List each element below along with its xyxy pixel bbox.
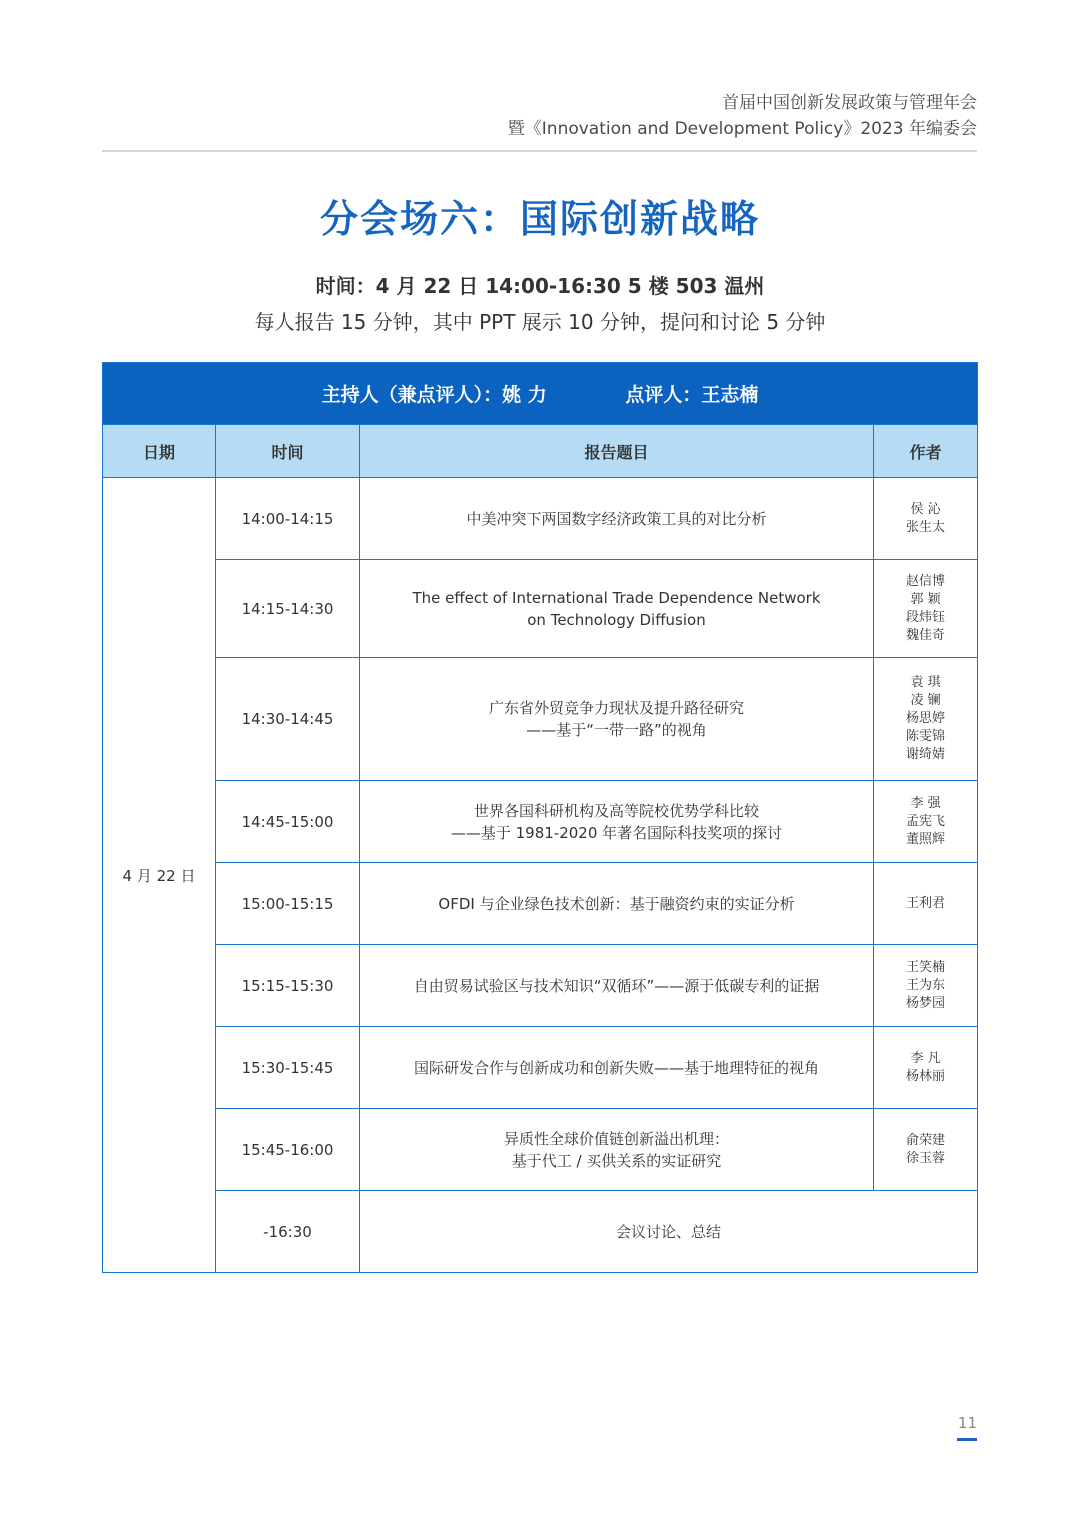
author-name: 袁 琪 xyxy=(910,675,941,690)
title-line: ——基于“一带一路”的视角 xyxy=(526,721,707,739)
schedule-body xyxy=(103,363,978,1273)
title-cell xyxy=(360,658,874,781)
author-name: 赵信博 xyxy=(906,573,946,589)
author-name: 谢绮婧 xyxy=(906,747,946,762)
author-cell xyxy=(874,1027,978,1109)
schedule-row xyxy=(103,1109,978,1191)
author-name: 杨思婷 xyxy=(906,711,946,726)
author-name: 段炜钰 xyxy=(906,609,946,625)
title-line: ——基于 1981-2020 年著名国际科技奖项的探讨 xyxy=(450,823,783,842)
author-name: 俞荣建 xyxy=(906,1132,946,1148)
title-cell xyxy=(360,945,874,1027)
schedule-row xyxy=(103,560,978,658)
title-line: The effect of International Trade Dependence Network xyxy=(412,588,821,607)
time-cell: 14:15-14:30 xyxy=(216,560,360,658)
schedule-row xyxy=(103,781,978,863)
page-number-underline xyxy=(957,1438,977,1441)
page-title: 分会场六：国际创新战略 xyxy=(319,197,760,241)
header-line-2: 暨《Innovation and Development Policy》2023 年编委会 xyxy=(507,119,977,139)
title-line: 中美冲突下两国数字经济政策工具的对比分析 xyxy=(466,509,767,528)
title-cell xyxy=(360,781,874,863)
author-name: 王为东 xyxy=(906,977,946,993)
author-name: 陈雯锦 xyxy=(906,729,946,744)
author-cell xyxy=(874,658,978,781)
title-line: 基于代工 / 买供关系的实证研究 xyxy=(511,1151,722,1170)
author-cell xyxy=(874,560,978,658)
time-cell: 15:30-15:45 xyxy=(216,1027,360,1109)
schedule-table-wrapper xyxy=(102,362,977,1273)
author-name: 李 强 xyxy=(910,795,941,811)
title-line: 异质性全球价值链创新溢出机理： xyxy=(503,1129,729,1148)
time-cell: 15:15-15:30 xyxy=(216,945,360,1027)
time-cell: 14:30-14:45 xyxy=(216,658,360,781)
title-line: 广东省外贸竞争力现状及提升路径研究 xyxy=(488,699,744,717)
page-number: 11 xyxy=(957,1414,977,1432)
title-cell xyxy=(360,1109,874,1191)
time-cell: -16:30 xyxy=(216,1191,360,1273)
author-name: 杨林丽 xyxy=(906,1068,946,1084)
schedule-row xyxy=(103,863,978,945)
closing-title-cell: 会议讨论、总结 xyxy=(360,1191,978,1273)
author-cell xyxy=(874,863,978,945)
schedule-row xyxy=(103,658,978,781)
author-cell xyxy=(874,478,978,560)
host-label: 主持人（兼点评人）：姚 力 xyxy=(321,384,547,406)
time-cell: 15:45-16:00 xyxy=(216,1109,360,1191)
col-header-title: 报告题目 xyxy=(360,425,874,478)
header-line-1: 首届中国创新发展政策与管理年会 xyxy=(722,93,977,113)
author-name: 郭 颖 xyxy=(910,591,941,607)
title-cell xyxy=(360,560,874,658)
author-name: 张生太 xyxy=(906,519,946,535)
author-name: 孟宪飞 xyxy=(906,813,946,829)
title-cell xyxy=(360,1027,874,1109)
title-cell xyxy=(360,478,874,560)
author-name: 杨梦园 xyxy=(906,995,946,1011)
author-name: 王笑楠 xyxy=(906,959,946,975)
schedule-row xyxy=(103,945,978,1027)
author-cell xyxy=(874,781,978,863)
title-line: 世界各国科研机构及高等院校优势学科比较 xyxy=(473,801,759,820)
author-name: 王利君 xyxy=(906,895,946,911)
page-header xyxy=(508,90,977,142)
author-cell xyxy=(874,1109,978,1191)
author-name: 徐玉蓉 xyxy=(906,1150,946,1166)
schedule-row xyxy=(103,478,978,560)
col-header-author: 作者 xyxy=(874,425,978,478)
reviewer-label: 点评人：王志楠 xyxy=(625,384,759,406)
session-time-location: 时间：4 月 22 日 14:00-16:30 5 楼 503 温州 xyxy=(315,274,765,298)
schedule-row xyxy=(103,1027,978,1109)
author-cell xyxy=(874,945,978,1027)
title-line: OFDI 与企业绿色技术创新：基于融资约束的实证分析 xyxy=(438,894,795,913)
col-header-date: 日期 xyxy=(103,425,216,478)
title-line: 自由贸易试验区与技术知识“双循环”——源于低碳专利的证据 xyxy=(413,976,820,995)
time-cell: 14:45-15:00 xyxy=(216,781,360,863)
time-cell: 14:00-14:15 xyxy=(216,478,360,560)
date-cell: 4 月 22 日 xyxy=(103,478,216,1273)
session-rules: 每人报告 15 分钟，其中 PPT 展示 10 分钟，提问和讨论 5 分钟 xyxy=(254,310,826,334)
column-header-row xyxy=(103,425,978,478)
header-rule xyxy=(102,150,977,152)
title-line: on Technology Diffusion xyxy=(527,610,706,629)
col-header-time: 时间 xyxy=(216,425,360,478)
author-name: 侯 沁 xyxy=(910,501,941,517)
author-name: 李 凡 xyxy=(910,1050,941,1066)
time-cell: 15:00-15:15 xyxy=(216,863,360,945)
title-line: 国际研发合作与创新成功和创新失败——基于地理特征的视角 xyxy=(413,1058,819,1077)
author-name: 魏佳奇 xyxy=(906,627,946,643)
author-name: 董照辉 xyxy=(906,831,946,847)
author-name: 凌 镧 xyxy=(910,693,941,708)
title-cell xyxy=(360,863,874,945)
schedule-table xyxy=(102,362,978,1273)
closing-row xyxy=(103,1191,978,1273)
host-band xyxy=(103,363,978,425)
